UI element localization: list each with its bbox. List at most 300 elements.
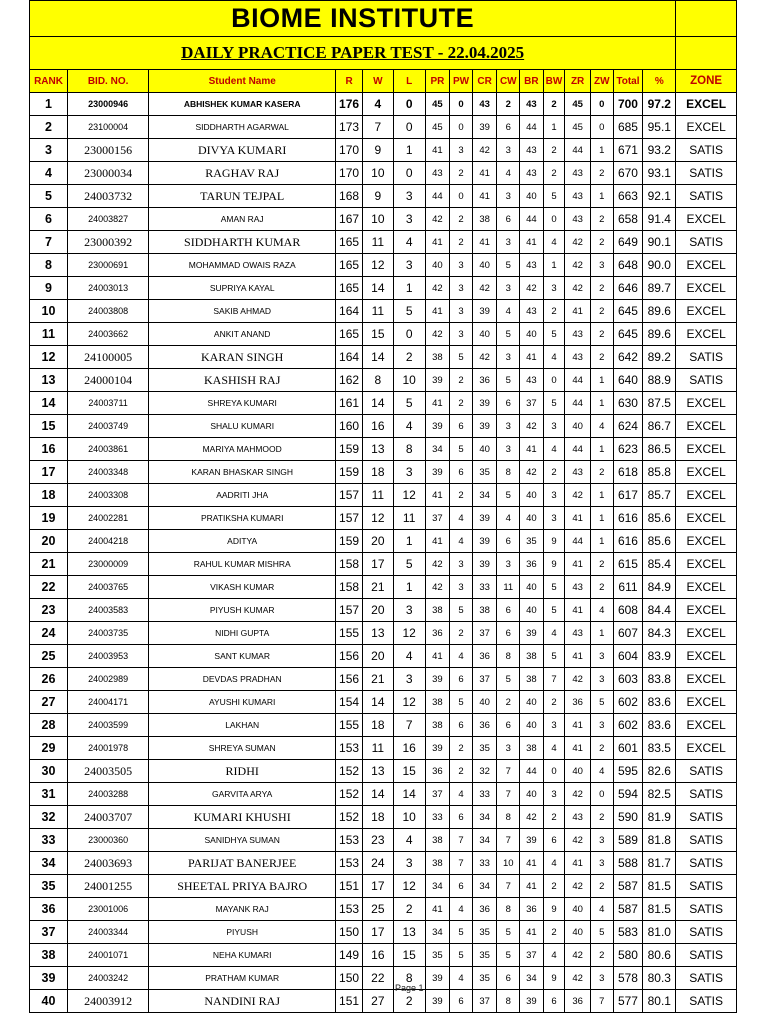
col-header-bw: BW [543, 70, 565, 93]
cell-l: 1 [393, 277, 425, 300]
cell-zone: SATIS [676, 967, 737, 990]
cell-br: 39 [520, 622, 544, 645]
cell-name: MOHAMMAD OWAIS RAZA [149, 254, 336, 277]
cell-zone: EXCEL [676, 507, 737, 530]
cell-cw: 7 [497, 760, 520, 783]
cell-w: 18 [362, 714, 393, 737]
cell-pr: 38 [425, 829, 450, 852]
cell-zone: EXCEL [676, 737, 737, 760]
cell-pr: 45 [425, 93, 450, 116]
cell-pw: 6 [450, 875, 473, 898]
cell-total: 587 [613, 898, 643, 921]
cell-name: PRATIKSHA KUMARI [149, 507, 336, 530]
cell-zw: 1 [590, 484, 613, 507]
cell-l: 10 [393, 806, 425, 829]
cell-r: 152 [336, 760, 363, 783]
cell-l: 8 [393, 438, 425, 461]
cell-rank: 38 [30, 944, 68, 967]
cell-br: 42 [520, 806, 544, 829]
cell-br: 44 [520, 208, 544, 231]
cell-br: 43 [520, 93, 544, 116]
cell-cw: 8 [497, 461, 520, 484]
cell-total: 594 [613, 783, 643, 806]
cell-total: 630 [613, 392, 643, 415]
cell-pw: 3 [450, 576, 473, 599]
cell-zone: SATIS [676, 783, 737, 806]
cell-pw: 6 [450, 668, 473, 691]
cell-pr: 38 [425, 691, 450, 714]
cell-name: VIKASH KUMAR [149, 576, 336, 599]
cell-pr: 41 [425, 898, 450, 921]
cell-total: 670 [613, 162, 643, 185]
cell-zone: EXCEL [676, 254, 737, 277]
col-header-zw: ZW [590, 70, 613, 93]
cell-cw: 3 [497, 139, 520, 162]
institute-title: BIOME INSTITUTE [30, 1, 676, 37]
table-row [30, 461, 737, 484]
cell-r: 165 [336, 277, 363, 300]
cell-zr: 41 [565, 714, 591, 737]
cell-total: 649 [613, 231, 643, 254]
cell-r: 159 [336, 438, 363, 461]
cell-pct: 89.6 [643, 323, 676, 346]
cell-r: 170 [336, 162, 363, 185]
cell-br: 38 [520, 737, 544, 760]
cell-cw: 5 [497, 484, 520, 507]
cell-pr: 42 [425, 277, 450, 300]
cell-l: 16 [393, 737, 425, 760]
col-header-name: Student Name [149, 70, 336, 93]
cell-w: 14 [362, 392, 393, 415]
cell-w: 24 [362, 852, 393, 875]
cell-pr: 41 [425, 392, 450, 415]
cell-cr: 38 [472, 599, 497, 622]
cell-w: 14 [362, 783, 393, 806]
cell-name: SHREYA KUMARI [149, 392, 336, 415]
cell-l: 4 [393, 231, 425, 254]
cell-l: 12 [393, 691, 425, 714]
cell-name: AADRITI JHA [149, 484, 336, 507]
cell-l: 12 [393, 484, 425, 507]
cell-name: SANT KUMAR [149, 645, 336, 668]
cell-zr: 42 [565, 484, 591, 507]
col-header-bid: BID. NO. [68, 70, 149, 93]
cell-zr: 40 [565, 921, 591, 944]
cell-bid: 24100005 [68, 346, 149, 369]
cell-zw: 2 [590, 300, 613, 323]
cell-pr: 34 [425, 921, 450, 944]
cell-pr: 39 [425, 415, 450, 438]
cell-l: 3 [393, 461, 425, 484]
cell-total: 617 [613, 484, 643, 507]
cell-pw: 5 [450, 691, 473, 714]
cell-l: 4 [393, 645, 425, 668]
cell-zone: EXCEL [676, 438, 737, 461]
cell-zr: 42 [565, 967, 591, 990]
cell-cr: 39 [472, 116, 497, 139]
cell-l: 1 [393, 530, 425, 553]
cell-br: 39 [520, 829, 544, 852]
cell-l: 12 [393, 875, 425, 898]
cell-total: 588 [613, 852, 643, 875]
cell-bw: 4 [543, 346, 565, 369]
cell-pct: 81.8 [643, 829, 676, 852]
cell-w: 12 [362, 507, 393, 530]
cell-zr: 43 [565, 162, 591, 185]
cell-pct: 89.7 [643, 277, 676, 300]
cell-cr: 38 [472, 208, 497, 231]
page-footer: Page 1 [395, 983, 424, 993]
cell-cw: 3 [497, 737, 520, 760]
cell-pr: 34 [425, 875, 450, 898]
cell-name: KARAN SINGH [149, 346, 336, 369]
cell-zw: 2 [590, 461, 613, 484]
cell-pw: 6 [450, 461, 473, 484]
cell-bid: 24003242 [68, 967, 149, 990]
cell-cw: 5 [497, 323, 520, 346]
cell-bid: 23000009 [68, 553, 149, 576]
cell-total: 646 [613, 277, 643, 300]
cell-cw: 6 [497, 622, 520, 645]
col-header-zone: ZONE [676, 70, 737, 93]
cell-bw: 2 [543, 93, 565, 116]
cell-br: 41 [520, 346, 544, 369]
cell-total: 623 [613, 438, 643, 461]
cell-l: 3 [393, 599, 425, 622]
cell-zr: 45 [565, 116, 591, 139]
cell-br: 43 [520, 369, 544, 392]
cell-pr: 42 [425, 208, 450, 231]
cell-pct: 85.6 [643, 530, 676, 553]
cell-zr: 42 [565, 944, 591, 967]
cell-cw: 6 [497, 116, 520, 139]
cell-zone: EXCEL [676, 300, 737, 323]
cell-total: 645 [613, 300, 643, 323]
cell-l: 3 [393, 668, 425, 691]
cell-cw: 3 [497, 185, 520, 208]
cell-pct: 91.4 [643, 208, 676, 231]
cell-w: 17 [362, 875, 393, 898]
cell-r: 165 [336, 231, 363, 254]
cell-name: AMAN RAJ [149, 208, 336, 231]
cell-r: 152 [336, 783, 363, 806]
cell-bw: 5 [543, 323, 565, 346]
cell-br: 40 [520, 599, 544, 622]
cell-pct: 83.8 [643, 668, 676, 691]
cell-br: 43 [520, 300, 544, 323]
cell-r: 154 [336, 691, 363, 714]
cell-cw: 3 [497, 346, 520, 369]
table-row [30, 990, 737, 1013]
cell-pr: 41 [425, 300, 450, 323]
cell-zone: EXCEL [676, 668, 737, 691]
cell-r: 156 [336, 668, 363, 691]
cell-pw: 4 [450, 530, 473, 553]
cell-bw: 2 [543, 300, 565, 323]
cell-w: 10 [362, 162, 393, 185]
cell-pw: 4 [450, 898, 473, 921]
cell-w: 22 [362, 967, 393, 990]
cell-zr: 44 [565, 139, 591, 162]
cell-pw: 2 [450, 760, 473, 783]
cell-zw: 5 [590, 691, 613, 714]
cell-bw: 2 [543, 875, 565, 898]
cell-bw: 4 [543, 622, 565, 645]
cell-zone: SATIS [676, 760, 737, 783]
cell-zr: 42 [565, 829, 591, 852]
cell-name: PIYUSH [149, 921, 336, 944]
cell-total: 607 [613, 622, 643, 645]
cell-bid: 24001071 [68, 944, 149, 967]
cell-br: 44 [520, 116, 544, 139]
cell-r: 160 [336, 415, 363, 438]
table-row [30, 323, 737, 346]
cell-name: SANIDHYA SUMAN [149, 829, 336, 852]
cell-r: 159 [336, 530, 363, 553]
cell-w: 4 [362, 93, 393, 116]
cell-total: 611 [613, 576, 643, 599]
cell-w: 14 [362, 277, 393, 300]
cell-pct: 83.6 [643, 691, 676, 714]
cell-name: AYUSHI KUMARI [149, 691, 336, 714]
cell-rank: 37 [30, 921, 68, 944]
cell-zw: 2 [590, 323, 613, 346]
cell-cw: 5 [497, 921, 520, 944]
cell-bw: 3 [543, 714, 565, 737]
cell-br: 41 [520, 231, 544, 254]
cell-total: 587 [613, 875, 643, 898]
cell-pw: 4 [450, 645, 473, 668]
cell-pr: 43 [425, 162, 450, 185]
cell-rank: 36 [30, 898, 68, 921]
cell-bid: 24003861 [68, 438, 149, 461]
cell-bw: 5 [543, 576, 565, 599]
cell-name: SAKIB AHMAD [149, 300, 336, 323]
cell-zw: 3 [590, 668, 613, 691]
cell-rank: 25 [30, 645, 68, 668]
cell-bw: 6 [543, 990, 565, 1013]
cell-w: 20 [362, 599, 393, 622]
cell-cr: 40 [472, 254, 497, 277]
cell-rank: 32 [30, 806, 68, 829]
cell-r: 151 [336, 875, 363, 898]
cell-name: SIDDHARTH AGARWAL [149, 116, 336, 139]
cell-cr: 33 [472, 576, 497, 599]
cell-zw: 2 [590, 231, 613, 254]
cell-r: 153 [336, 898, 363, 921]
cell-pct: 85.4 [643, 553, 676, 576]
cell-cw: 6 [497, 530, 520, 553]
cell-bw: 0 [543, 760, 565, 783]
cell-br: 40 [520, 783, 544, 806]
cell-zw: 0 [590, 93, 613, 116]
cell-zw: 7 [590, 990, 613, 1013]
cell-bw: 3 [543, 484, 565, 507]
cell-pw: 2 [450, 484, 473, 507]
cell-l: 0 [393, 93, 425, 116]
cell-bid: 24003732 [68, 185, 149, 208]
cell-zw: 3 [590, 829, 613, 852]
cell-w: 14 [362, 346, 393, 369]
cell-rank: 40 [30, 990, 68, 1013]
cell-r: 162 [336, 369, 363, 392]
cell-zone: SATIS [676, 231, 737, 254]
col-header-br: BR [520, 70, 544, 93]
cell-r: 159 [336, 461, 363, 484]
cell-cr: 42 [472, 277, 497, 300]
table-row [30, 967, 737, 990]
cell-cw: 5 [497, 369, 520, 392]
table-row [30, 415, 737, 438]
cell-rank: 16 [30, 438, 68, 461]
cell-bw: 1 [543, 254, 565, 277]
cell-bid: 24002989 [68, 668, 149, 691]
cell-bid: 24003344 [68, 921, 149, 944]
cell-cr: 39 [472, 392, 497, 415]
cell-total: 618 [613, 461, 643, 484]
table-row [30, 369, 737, 392]
cell-l: 0 [393, 162, 425, 185]
cell-l: 5 [393, 300, 425, 323]
table-row [30, 300, 737, 323]
cell-cr: 37 [472, 668, 497, 691]
cell-zw: 1 [590, 139, 613, 162]
cell-r: 153 [336, 852, 363, 875]
cell-bw: 9 [543, 967, 565, 990]
cell-cr: 34 [472, 829, 497, 852]
cell-l: 2 [393, 990, 425, 1013]
cell-cw: 7 [497, 875, 520, 898]
cell-zone: EXCEL [676, 484, 737, 507]
cell-rank: 11 [30, 323, 68, 346]
cell-br: 37 [520, 944, 544, 967]
cell-zone: EXCEL [676, 208, 737, 231]
cell-cr: 34 [472, 806, 497, 829]
cell-zone: EXCEL [676, 323, 737, 346]
cell-r: 150 [336, 921, 363, 944]
table-row [30, 530, 737, 553]
cell-rank: 39 [30, 967, 68, 990]
cell-pct: 93.1 [643, 162, 676, 185]
table-row [30, 254, 737, 277]
cell-bid: 24002281 [68, 507, 149, 530]
cell-pct: 88.9 [643, 369, 676, 392]
cell-w: 13 [362, 438, 393, 461]
cell-pr: 33 [425, 806, 450, 829]
cell-pr: 42 [425, 553, 450, 576]
cell-bid: 23000691 [68, 254, 149, 277]
cell-zr: 40 [565, 760, 591, 783]
cell-br: 40 [520, 185, 544, 208]
cell-cw: 7 [497, 829, 520, 852]
cell-total: 642 [613, 346, 643, 369]
table-row [30, 277, 737, 300]
cell-rank: 3 [30, 139, 68, 162]
cell-br: 36 [520, 898, 544, 921]
cell-pct: 92.1 [643, 185, 676, 208]
cell-l: 7 [393, 714, 425, 737]
cell-cr: 41 [472, 185, 497, 208]
cell-zone: SATIS [676, 346, 737, 369]
cell-bid: 24003288 [68, 783, 149, 806]
cell-bid: 23000034 [68, 162, 149, 185]
cell-rank: 2 [30, 116, 68, 139]
cell-r: 153 [336, 829, 363, 852]
cell-l: 4 [393, 415, 425, 438]
cell-pct: 83.6 [643, 714, 676, 737]
cell-pct: 80.3 [643, 967, 676, 990]
cell-cr: 34 [472, 484, 497, 507]
table-row [30, 231, 737, 254]
table-row [30, 875, 737, 898]
cell-pr: 41 [425, 484, 450, 507]
cell-cr: 39 [472, 553, 497, 576]
cell-zw: 2 [590, 737, 613, 760]
cell-pw: 0 [450, 93, 473, 116]
cell-name: ABHISHEK KUMAR KASERA [149, 93, 336, 116]
cell-cw: 5 [497, 944, 520, 967]
cell-r: 173 [336, 116, 363, 139]
cell-zr: 36 [565, 990, 591, 1013]
cell-l: 4 [393, 829, 425, 852]
cell-r: 155 [336, 622, 363, 645]
cell-w: 21 [362, 576, 393, 599]
cell-bid: 24003599 [68, 714, 149, 737]
subtitle-blank-cell [676, 37, 737, 70]
cell-r: 161 [336, 392, 363, 415]
cell-bw: 3 [543, 507, 565, 530]
cell-bid: 24004218 [68, 530, 149, 553]
cell-w: 23 [362, 829, 393, 852]
cell-cw: 3 [497, 438, 520, 461]
cell-name: ADITYA [149, 530, 336, 553]
cell-zw: 3 [590, 852, 613, 875]
cell-name: RIDHI [149, 760, 336, 783]
cell-br: 40 [520, 507, 544, 530]
cell-bid: 24003711 [68, 392, 149, 415]
cell-l: 3 [393, 852, 425, 875]
cell-name: DEVDAS PRADHAN [149, 668, 336, 691]
cell-pct: 89.6 [643, 300, 676, 323]
cell-pw: 4 [450, 967, 473, 990]
table-row [30, 93, 737, 116]
cell-pct: 95.1 [643, 116, 676, 139]
cell-zw: 2 [590, 162, 613, 185]
cell-bid: 23001006 [68, 898, 149, 921]
cell-pr: 39 [425, 369, 450, 392]
cell-zw: 2 [590, 346, 613, 369]
cell-pw: 2 [450, 737, 473, 760]
cell-pw: 2 [450, 392, 473, 415]
cell-l: 15 [393, 944, 425, 967]
table-row [30, 944, 737, 967]
cell-rank: 28 [30, 714, 68, 737]
cell-cw: 8 [497, 898, 520, 921]
cell-zw: 1 [590, 530, 613, 553]
cell-cw: 6 [497, 967, 520, 990]
cell-br: 40 [520, 576, 544, 599]
cell-zone: EXCEL [676, 277, 737, 300]
cell-pct: 80.1 [643, 990, 676, 1013]
cell-br: 39 [520, 990, 544, 1013]
cell-cw: 10 [497, 852, 520, 875]
cell-pr: 41 [425, 530, 450, 553]
cell-zw: 1 [590, 438, 613, 461]
cell-zr: 42 [565, 254, 591, 277]
cell-br: 42 [520, 277, 544, 300]
col-header-percent: % [643, 70, 676, 93]
cell-l: 8 [393, 967, 425, 990]
